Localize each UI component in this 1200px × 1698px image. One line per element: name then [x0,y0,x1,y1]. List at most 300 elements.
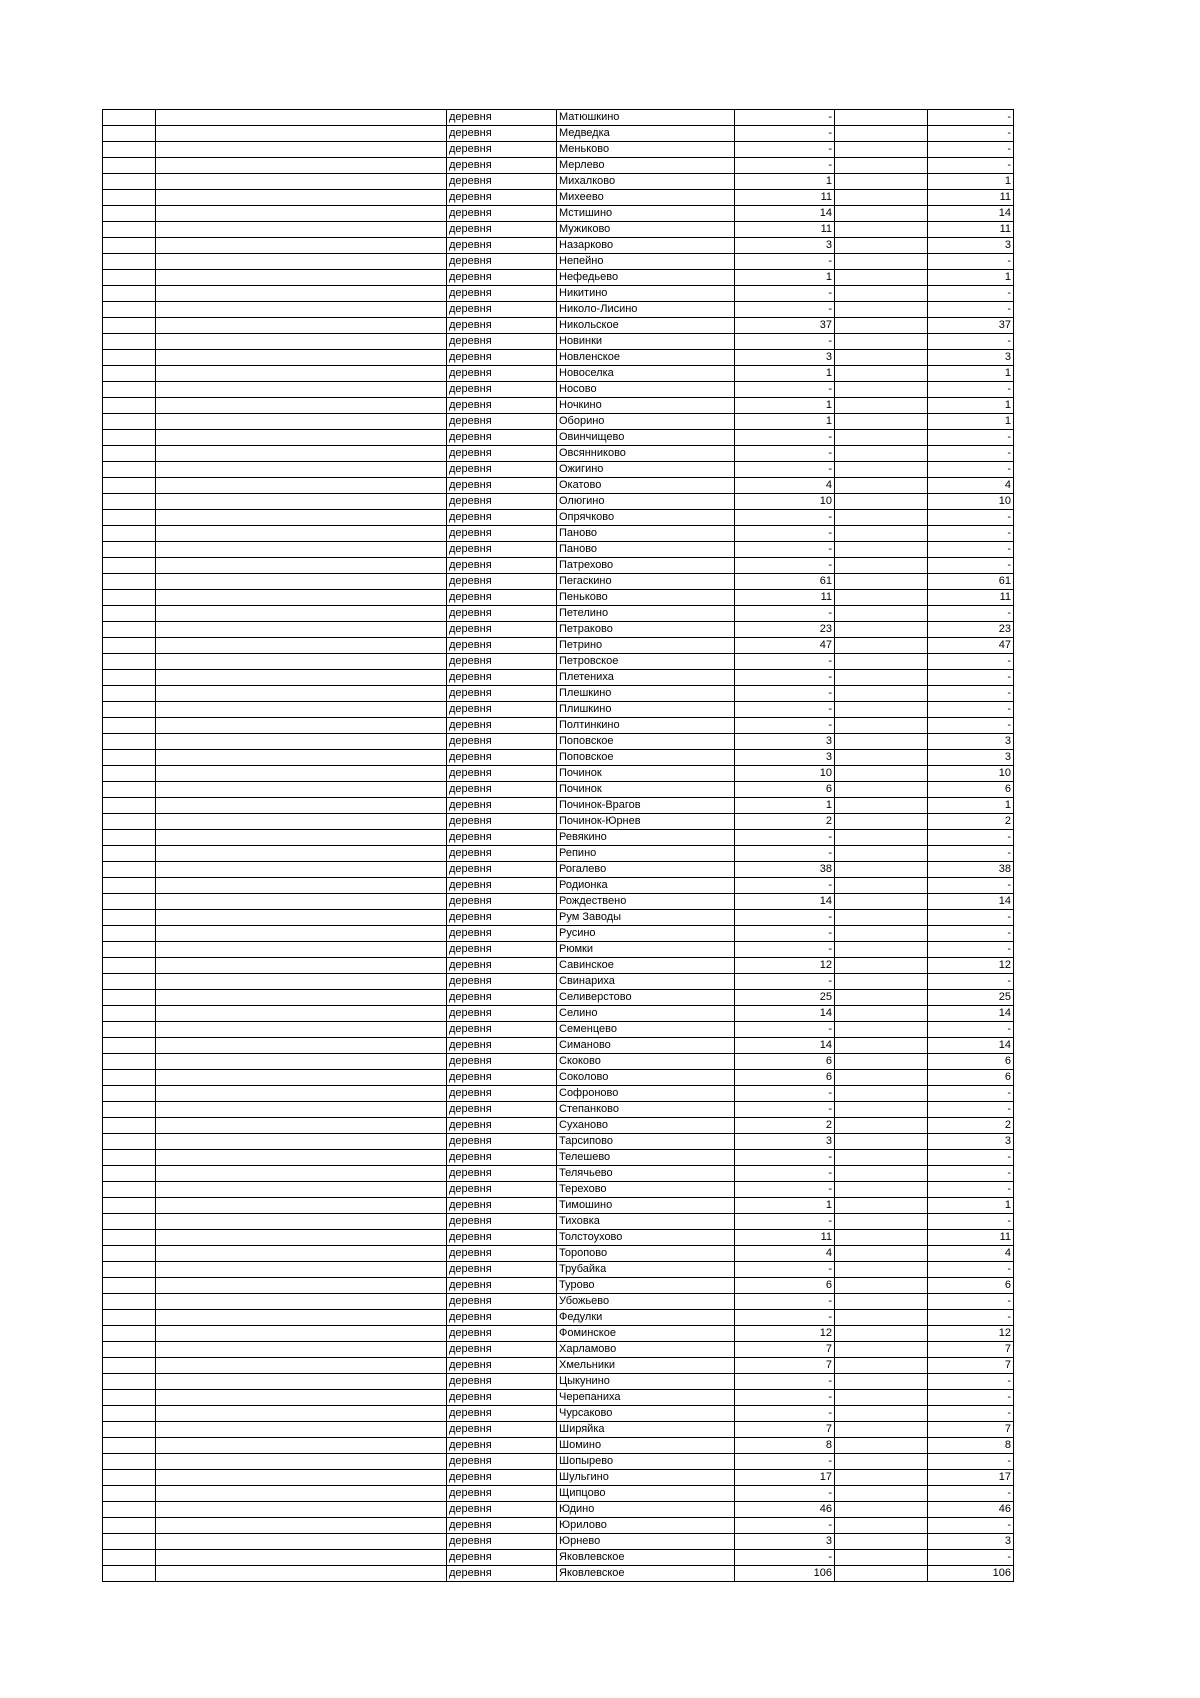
value-2-cell: - [928,1214,1014,1230]
empty-cell [156,1198,447,1214]
table-row [103,958,1014,974]
empty-cell [835,1470,928,1486]
settlement-name-cell: Назарково [557,238,735,254]
empty-cell [103,142,156,158]
settlement-type-cell: деревня [447,238,557,254]
empty-cell [835,254,928,270]
settlement-name-cell: Телячьево [557,1166,735,1182]
settlement-name-cell: Скоково [557,1054,735,1070]
empty-cell [156,686,447,702]
settlement-type-cell: деревня [447,1006,557,1022]
table-row [103,718,1014,734]
empty-cell [103,750,156,766]
value-1-cell: - [735,606,835,622]
settlement-name-cell: Свинариха [557,974,735,990]
table-row [103,270,1014,286]
settlement-name-cell: Чурсаково [557,1406,735,1422]
table-row [103,1038,1014,1054]
empty-cell [103,1054,156,1070]
settlement-name-cell: Репино [557,846,735,862]
value-1-cell: - [735,558,835,574]
value-2-cell: - [928,1150,1014,1166]
settlement-name-cell: Ночкино [557,398,735,414]
settlement-name-cell: Симаново [557,1038,735,1054]
settlement-name-cell: Мужиково [557,222,735,238]
settlement-type-cell: деревня [447,158,557,174]
value-2-cell: - [928,1390,1014,1406]
empty-cell [156,1390,447,1406]
settlement-type-cell: деревня [447,478,557,494]
empty-cell [156,1534,447,1550]
settlement-name-cell: Щипцово [557,1486,735,1502]
empty-cell [835,718,928,734]
empty-cell [156,1246,447,1262]
empty-cell [835,382,928,398]
value-1-cell: 25 [735,990,835,1006]
settlement-type-cell: деревня [447,1038,557,1054]
empty-cell [103,846,156,862]
settlement-type-cell: деревня [447,206,557,222]
settlement-type-cell: деревня [447,366,557,382]
table-row [103,862,1014,878]
table-row [103,462,1014,478]
empty-cell [835,142,928,158]
table-row [103,1550,1014,1566]
table-row [103,222,1014,238]
table-row [103,1310,1014,1326]
value-2-cell: - [928,1166,1014,1182]
settlement-name-cell: Юрнево [557,1534,735,1550]
empty-cell [156,798,447,814]
value-1-cell: 11 [735,590,835,606]
value-2-cell: 61 [928,574,1014,590]
settlement-type-cell: деревня [447,318,557,334]
settlement-type-cell: деревня [447,414,557,430]
settlement-name-cell: Торопово [557,1246,735,1262]
empty-cell [156,622,447,638]
empty-cell [835,1262,928,1278]
empty-cell [156,590,447,606]
empty-cell [835,1326,928,1342]
settlement-type-cell: деревня [447,1326,557,1342]
settlement-type-cell: деревня [447,846,557,862]
empty-cell [156,1070,447,1086]
settlement-type-cell: деревня [447,1230,557,1246]
value-2-cell: 11 [928,222,1014,238]
table-row [103,606,1014,622]
value-2-cell: 25 [928,990,1014,1006]
table-row [103,318,1014,334]
empty-cell [835,974,928,990]
settlement-name-cell: Федулки [557,1310,735,1326]
empty-cell [103,622,156,638]
settlement-name-cell: Олюгино [557,494,735,510]
settlement-type-cell: деревня [447,1486,557,1502]
empty-cell [156,638,447,654]
value-2-cell: - [928,942,1014,958]
empty-cell [103,766,156,782]
settlement-type-cell: деревня [447,654,557,670]
value-2-cell: 1 [928,398,1014,414]
empty-cell [103,606,156,622]
empty-cell [835,1374,928,1390]
table-row [103,798,1014,814]
empty-cell [156,1566,447,1582]
table-row [103,1454,1014,1470]
value-2-cell: 10 [928,766,1014,782]
empty-cell [103,894,156,910]
empty-cell [835,1518,928,1534]
table-row [103,510,1014,526]
value-1-cell: 7 [735,1422,835,1438]
empty-cell [156,414,447,430]
empty-cell [835,878,928,894]
settlement-type-cell: деревня [447,574,557,590]
settlement-name-cell: Никитино [557,286,735,302]
table-row [103,1150,1014,1166]
value-1-cell: 6 [735,1278,835,1294]
value-2-cell: - [928,910,1014,926]
empty-cell [103,1294,156,1310]
value-1-cell: - [735,286,835,302]
empty-cell [103,334,156,350]
settlement-name-cell: Рождествено [557,894,735,910]
settlement-name-cell: Патрехово [557,558,735,574]
empty-cell [156,766,447,782]
settlement-type-cell: деревня [447,1262,557,1278]
empty-cell [835,798,928,814]
value-1-cell: 46 [735,1502,835,1518]
value-2-cell: 23 [928,622,1014,638]
table-row [103,1486,1014,1502]
value-2-cell: 47 [928,638,1014,654]
empty-cell [156,558,447,574]
empty-cell [835,590,928,606]
table-row [103,110,1014,126]
settlement-name-cell: Непейно [557,254,735,270]
settlement-name-cell: Родионка [557,878,735,894]
value-2-cell: 6 [928,1070,1014,1086]
empty-cell [835,1070,928,1086]
settlement-type-cell: деревня [447,558,557,574]
settlement-type-cell: деревня [447,1342,557,1358]
value-1-cell: - [735,1486,835,1502]
empty-cell [156,1310,447,1326]
table-row [103,206,1014,222]
empty-cell [103,734,156,750]
value-2-cell: - [928,462,1014,478]
table-row [103,782,1014,798]
settlement-name-cell: Меньково [557,142,735,158]
value-1-cell: - [735,654,835,670]
empty-cell [156,750,447,766]
value-1-cell: 7 [735,1358,835,1374]
value-2-cell: - [928,302,1014,318]
value-1-cell: - [735,446,835,462]
settlement-type-cell: деревня [447,398,557,414]
table-row [103,414,1014,430]
value-2-cell: 8 [928,1438,1014,1454]
value-1-cell: - [735,910,835,926]
value-1-cell: 11 [735,190,835,206]
value-1-cell: 6 [735,1070,835,1086]
settlement-type-cell: деревня [447,1310,557,1326]
empty-cell [835,1294,928,1310]
empty-cell [835,302,928,318]
empty-cell [156,1470,447,1486]
empty-cell [835,702,928,718]
settlement-type-cell: деревня [447,670,557,686]
settlement-type-cell: деревня [447,766,557,782]
value-2-cell: - [928,1518,1014,1534]
value-1-cell: 7 [735,1342,835,1358]
settlement-name-cell: Шопырево [557,1454,735,1470]
value-2-cell: - [928,1022,1014,1038]
settlement-type-cell: деревня [447,638,557,654]
table-row [103,1086,1014,1102]
settlement-type-cell: деревня [447,862,557,878]
empty-cell [835,1358,928,1374]
value-1-cell: - [735,1086,835,1102]
value-1-cell: 4 [735,478,835,494]
settlement-name-cell: Толстоухово [557,1230,735,1246]
value-1-cell: 11 [735,1230,835,1246]
empty-cell [156,1022,447,1038]
value-2-cell: 4 [928,478,1014,494]
table-row [103,1102,1014,1118]
table-row [103,1022,1014,1038]
empty-cell [156,734,447,750]
empty-cell [103,878,156,894]
empty-cell [835,446,928,462]
settlement-type-cell: деревня [447,270,557,286]
table-row [103,750,1014,766]
table-row [103,446,1014,462]
empty-cell [156,398,447,414]
empty-cell [156,878,447,894]
settlement-type-cell: деревня [447,1086,557,1102]
empty-cell [835,542,928,558]
empty-cell [835,366,928,382]
empty-cell [103,1358,156,1374]
empty-cell [103,1038,156,1054]
settlement-name-cell: Петрино [557,638,735,654]
settlement-type-cell: деревня [447,350,557,366]
settlement-name-cell: Оборино [557,414,735,430]
value-1-cell: 3 [735,750,835,766]
settlement-name-cell: Рогалево [557,862,735,878]
empty-cell [156,430,447,446]
value-1-cell: - [735,686,835,702]
empty-cell [835,1086,928,1102]
settlement-type-cell: деревня [447,446,557,462]
value-1-cell: 106 [735,1566,835,1582]
settlement-type-cell: деревня [447,1374,557,1390]
value-2-cell: 7 [928,1422,1014,1438]
settlement-type-cell: деревня [447,734,557,750]
empty-cell [835,1390,928,1406]
table-row [103,398,1014,414]
value-2-cell: - [928,702,1014,718]
empty-cell [835,1550,928,1566]
empty-cell [156,1262,447,1278]
settlement-name-cell: Рум Заводы [557,910,735,926]
empty-cell [835,238,928,254]
table-row [103,1246,1014,1262]
value-1-cell: - [735,382,835,398]
empty-cell [103,718,156,734]
table-row [103,1374,1014,1390]
value-2-cell: - [928,1310,1014,1326]
value-2-cell: - [928,142,1014,158]
settlement-name-cell: Починок-Врагов [557,798,735,814]
table-row [103,1006,1014,1022]
value-1-cell: 4 [735,1246,835,1262]
settlement-name-cell: Плешкино [557,686,735,702]
empty-cell [835,670,928,686]
settlement-name-cell: Шульгино [557,1470,735,1486]
settlement-type-cell: деревня [447,1470,557,1486]
value-1-cell: 3 [735,1134,835,1150]
empty-cell [103,638,156,654]
value-2-cell: 1 [928,270,1014,286]
empty-cell [103,1214,156,1230]
empty-cell [103,1150,156,1166]
settlement-name-cell: Суханово [557,1118,735,1134]
value-1-cell: 47 [735,638,835,654]
value-1-cell: 6 [735,1054,835,1070]
empty-cell [835,926,928,942]
value-2-cell: - [928,110,1014,126]
settlement-type-cell: деревня [447,1422,557,1438]
empty-cell [156,302,447,318]
settlement-type-cell: деревня [447,702,557,718]
settlement-type-cell: деревня [447,1102,557,1118]
table-row [103,126,1014,142]
settlement-type-cell: деревня [447,1134,557,1150]
value-2-cell: 14 [928,894,1014,910]
settlement-type-cell: деревня [447,1054,557,1070]
settlement-name-cell: Петровское [557,654,735,670]
empty-cell [835,1118,928,1134]
value-1-cell: - [735,110,835,126]
settlement-name-cell: Пеньково [557,590,735,606]
value-2-cell: 1 [928,798,1014,814]
value-2-cell: 3 [928,750,1014,766]
settlement-name-cell: Починок-Юрнев [557,814,735,830]
empty-cell [835,174,928,190]
empty-cell [835,1166,928,1182]
empty-cell [835,686,928,702]
value-2-cell: - [928,286,1014,302]
value-1-cell: - [735,974,835,990]
value-1-cell: - [735,718,835,734]
settlement-type-cell: деревня [447,1566,557,1582]
empty-cell [835,782,928,798]
value-2-cell: - [928,1406,1014,1422]
empty-cell [156,158,447,174]
empty-cell [156,894,447,910]
settlement-type-cell: деревня [447,1294,557,1310]
empty-cell [156,1182,447,1198]
settlement-name-cell: Яковлевское [557,1566,735,1582]
value-2-cell: 7 [928,1358,1014,1374]
empty-cell [835,510,928,526]
empty-cell [103,958,156,974]
table-row [103,190,1014,206]
value-1-cell: - [735,926,835,942]
empty-cell [835,414,928,430]
value-2-cell: 4 [928,1246,1014,1262]
empty-cell [835,1182,928,1198]
value-1-cell: 2 [735,814,835,830]
empty-cell [156,1150,447,1166]
value-1-cell: 10 [735,494,835,510]
value-1-cell: 8 [735,1438,835,1454]
empty-cell [103,702,156,718]
empty-cell [835,1038,928,1054]
value-1-cell: 38 [735,862,835,878]
table-row [103,1054,1014,1070]
value-1-cell: - [735,510,835,526]
value-1-cell: - [735,126,835,142]
settlement-name-cell: Поповское [557,734,735,750]
value-2-cell: 17 [928,1470,1014,1486]
settlement-name-cell: Савинское [557,958,735,974]
value-1-cell: 1 [735,414,835,430]
empty-cell [156,478,447,494]
value-1-cell: - [735,1454,835,1470]
table-row [103,766,1014,782]
value-2-cell: 1 [928,366,1014,382]
empty-cell [835,1310,928,1326]
settlement-type-cell: деревня [447,1550,557,1566]
empty-cell [156,1454,447,1470]
value-2-cell: - [928,158,1014,174]
table-body [103,110,1014,1582]
empty-cell [156,1486,447,1502]
value-1-cell: 1 [735,270,835,286]
table-row [103,1070,1014,1086]
table-row [103,334,1014,350]
empty-cell [156,190,447,206]
settlement-type-cell: деревня [447,590,557,606]
settlement-type-cell: деревня [447,1070,557,1086]
empty-cell [835,558,928,574]
value-2-cell: - [928,878,1014,894]
value-1-cell: - [735,1310,835,1326]
value-2-cell: 1 [928,1198,1014,1214]
empty-cell [103,686,156,702]
empty-cell [103,286,156,302]
empty-cell [103,430,156,446]
table-row [103,622,1014,638]
empty-cell [835,190,928,206]
settlement-type-cell: деревня [447,910,557,926]
value-2-cell: - [928,382,1014,398]
empty-cell [103,1182,156,1198]
value-1-cell: 61 [735,574,835,590]
value-2-cell: - [928,254,1014,270]
empty-cell [103,910,156,926]
value-1-cell: - [735,142,835,158]
value-1-cell: - [735,702,835,718]
settlement-type-cell: деревня [447,814,557,830]
settlement-name-cell: Нефедьево [557,270,735,286]
settlement-name-cell: Полтинкино [557,718,735,734]
value-1-cell: 1 [735,366,835,382]
value-2-cell: - [928,926,1014,942]
